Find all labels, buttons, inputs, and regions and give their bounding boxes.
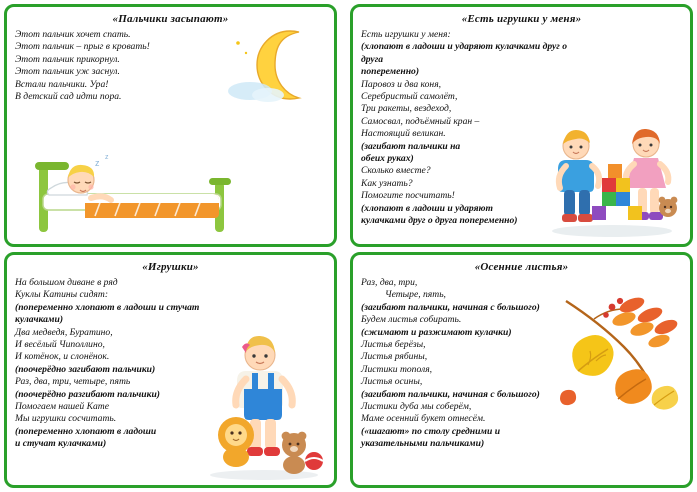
poem-line: Этот пальчик уж заснул. xyxy=(15,66,120,78)
poem-line: Встали пальчики. Ура! xyxy=(15,78,109,90)
poem-line: Мы игрушки сосчитать. xyxy=(15,413,117,425)
svg-text:z: z xyxy=(95,158,100,168)
poem-line: Есть игрушки у меня: xyxy=(361,29,451,40)
card-title: «Осенние листья» xyxy=(474,261,569,273)
poem-line: (попеременно хлопают в ладоши xyxy=(15,425,157,437)
poem-line: Сколько вместе? xyxy=(361,165,431,177)
poem-line: (загибают пальчики, начиная с большого) xyxy=(361,301,540,313)
poem-line: Листья рябины, xyxy=(361,351,428,363)
poem-line: Листья осины, xyxy=(361,376,423,388)
svg-text:z: z xyxy=(105,154,109,161)
poem-text xyxy=(15,29,215,103)
poem-line: Помогите посчитать! xyxy=(361,190,455,202)
poem-line: И весёлый Чиполлино, xyxy=(15,339,105,351)
poem-line: Серебристый самолёт, xyxy=(361,91,458,103)
moon-crescent-icon xyxy=(224,29,316,107)
poem-line: И котёнок, и слонёнок. xyxy=(15,351,110,363)
poem-line: («шагают» по столу средними и xyxy=(361,425,501,437)
child-sleeping-in-bed-illustration xyxy=(29,142,239,238)
poem-line: Два медведя, Буратино, xyxy=(15,326,113,338)
poem-line: Три ракеты, вездеход, xyxy=(361,103,452,115)
poem-line: Раз, два, три, xyxy=(361,277,418,288)
poem-text xyxy=(361,277,576,451)
poem-text xyxy=(361,29,576,228)
poem-line: Настоящий великан. xyxy=(361,128,446,140)
poem-line: Паровоз и два коня, xyxy=(361,78,442,90)
poem-line: и стучат кулачками) xyxy=(15,438,107,450)
poem-line: Помогаем нашей Кате xyxy=(15,401,109,413)
poem-line: Этот пальчик прикорнул. xyxy=(15,53,120,65)
card-title: «Пальчики засыпают» xyxy=(112,13,229,25)
poem-line: (поочерёдно загибают пальчики) xyxy=(15,363,156,375)
poem-line: Раз, два, три, четыре, пять xyxy=(15,376,131,388)
poem-line: (загибают пальчики, начиная с большого) xyxy=(361,388,540,400)
card-finger-sleep xyxy=(4,4,337,247)
poem-line: (поочерёдно разгибают пальчики) xyxy=(15,388,161,400)
poem-line: (попеременно хлопают в ладоши и стучат кулачками) xyxy=(15,301,202,326)
poem-line: Самосвал, подъёмный кран – xyxy=(361,115,480,127)
poem-line: Листья берёзы, xyxy=(361,339,426,351)
poem-line: попеременно) xyxy=(361,66,420,78)
poem-line: (сжимают и разжимают кулачки) xyxy=(361,326,512,338)
poem-line: (загибают пальчики на xyxy=(361,140,461,152)
poem-line: Четыре, пять, xyxy=(361,289,446,301)
card-autumn-leaves xyxy=(350,252,693,488)
card-toys xyxy=(4,252,337,488)
poem-line: На большом диване в ряд xyxy=(15,277,118,288)
poem-line: кулачками друг о друга попеременно) xyxy=(361,215,518,227)
poem-line: обеих руках) xyxy=(361,153,414,165)
poem-line: Маме осенний букет отнесём. xyxy=(361,413,486,425)
poem-line: (хлопают в ладоши и ударяют кулачками друг о друга xyxy=(361,41,570,65)
poem-line: Как узнать? xyxy=(361,177,413,189)
poem-line: указательными пальчиками) xyxy=(361,438,485,450)
poem-line: (хлопают в ладоши и ударяют xyxy=(361,202,493,214)
poem-line: Этот пальчик – прыг в кровать! xyxy=(15,41,150,53)
card-title: «Игрушки» xyxy=(142,261,199,273)
poem-text xyxy=(15,277,225,451)
poem-line: Листики дуба мы соберём, xyxy=(361,401,472,413)
poem-line: Будем листья собирать. xyxy=(361,314,462,326)
poem-line: Листики тополя, xyxy=(361,363,433,375)
poem-line: Этот пальчик хочет спать. xyxy=(15,29,131,40)
card-i-have-toys xyxy=(350,4,693,247)
poem-line: Куклы Катины сидят: xyxy=(15,289,109,301)
card-title: «Есть игрушки у меня» xyxy=(461,13,582,25)
poem-line: В детский сад идти пора. xyxy=(15,91,122,103)
